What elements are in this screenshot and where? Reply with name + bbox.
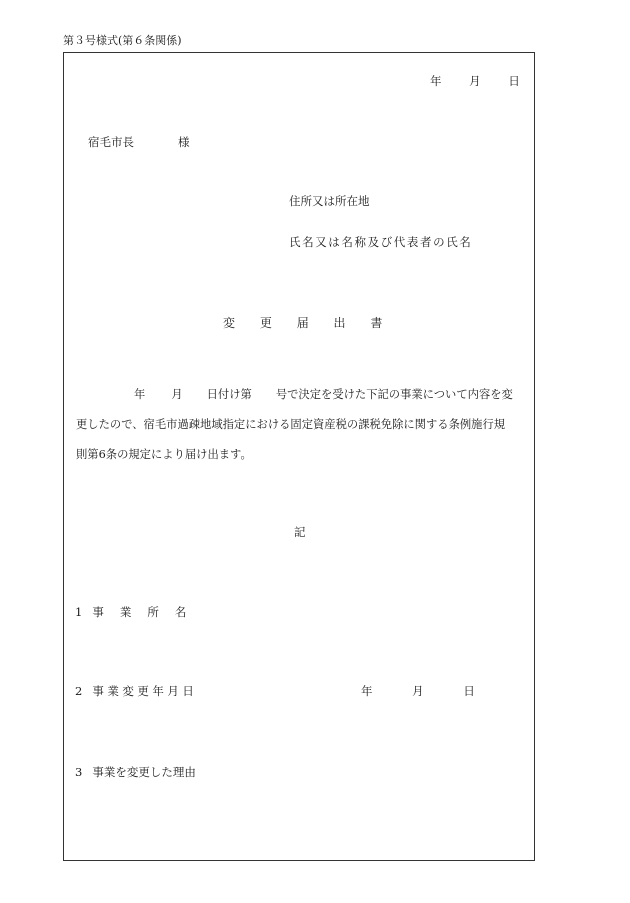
address-label: 住所又は所在地 bbox=[289, 194, 370, 208]
body-line-1 bbox=[76, 380, 526, 410]
item-label: 事業変更年月日 bbox=[92, 684, 198, 698]
ki-heading: 記 bbox=[294, 525, 306, 539]
change-date-fields bbox=[361, 686, 475, 698]
body-rest: 号で決定を受けた下記の事業について内容を変 bbox=[275, 388, 513, 401]
title-char: 更 bbox=[259, 316, 272, 330]
body-paragraph bbox=[76, 380, 526, 470]
body-year: 年 bbox=[134, 388, 146, 401]
title-char: 届 bbox=[296, 316, 309, 330]
title-char: 書 bbox=[370, 316, 383, 330]
day-label: 日 bbox=[463, 684, 475, 698]
item-change-date bbox=[75, 686, 197, 698]
item-label: 事業所名 bbox=[92, 605, 203, 619]
month-label: 月 bbox=[412, 684, 424, 698]
document-title bbox=[223, 317, 382, 329]
applicant-name-label: 氏名又は名称及び代表者の氏名 bbox=[289, 235, 473, 249]
day-label: 日 bbox=[508, 74, 520, 88]
item-change-reason bbox=[75, 767, 196, 779]
item-business-name bbox=[75, 607, 202, 619]
addressee-honorific: 様 bbox=[178, 135, 190, 149]
form-number-label: 第３号様式(第６条関係) bbox=[63, 34, 182, 47]
body-line-3: 則第6条の規定により届け出ます。 bbox=[76, 448, 252, 461]
item-number: 1 bbox=[75, 605, 83, 619]
body-line-2: 更したので、宿毛市過疎地域指定における固定資産税の課税免除に関する条例施行規 bbox=[76, 418, 506, 431]
month-label: 月 bbox=[469, 74, 481, 88]
item-number: 3 bbox=[75, 765, 83, 779]
addressee-name: 宿毛市長 bbox=[88, 135, 134, 149]
submission-date bbox=[430, 76, 520, 88]
year-label: 年 bbox=[430, 74, 442, 88]
addressee bbox=[88, 137, 190, 149]
body-date-suffix: 日付け第 bbox=[206, 388, 252, 401]
title-char: 出 bbox=[333, 316, 346, 330]
body-month: 月 bbox=[171, 388, 183, 401]
item-number: 2 bbox=[75, 684, 83, 698]
year-label: 年 bbox=[361, 684, 373, 698]
item-label: 事業を変更した理由 bbox=[92, 765, 196, 779]
title-char: 変 bbox=[223, 316, 236, 330]
